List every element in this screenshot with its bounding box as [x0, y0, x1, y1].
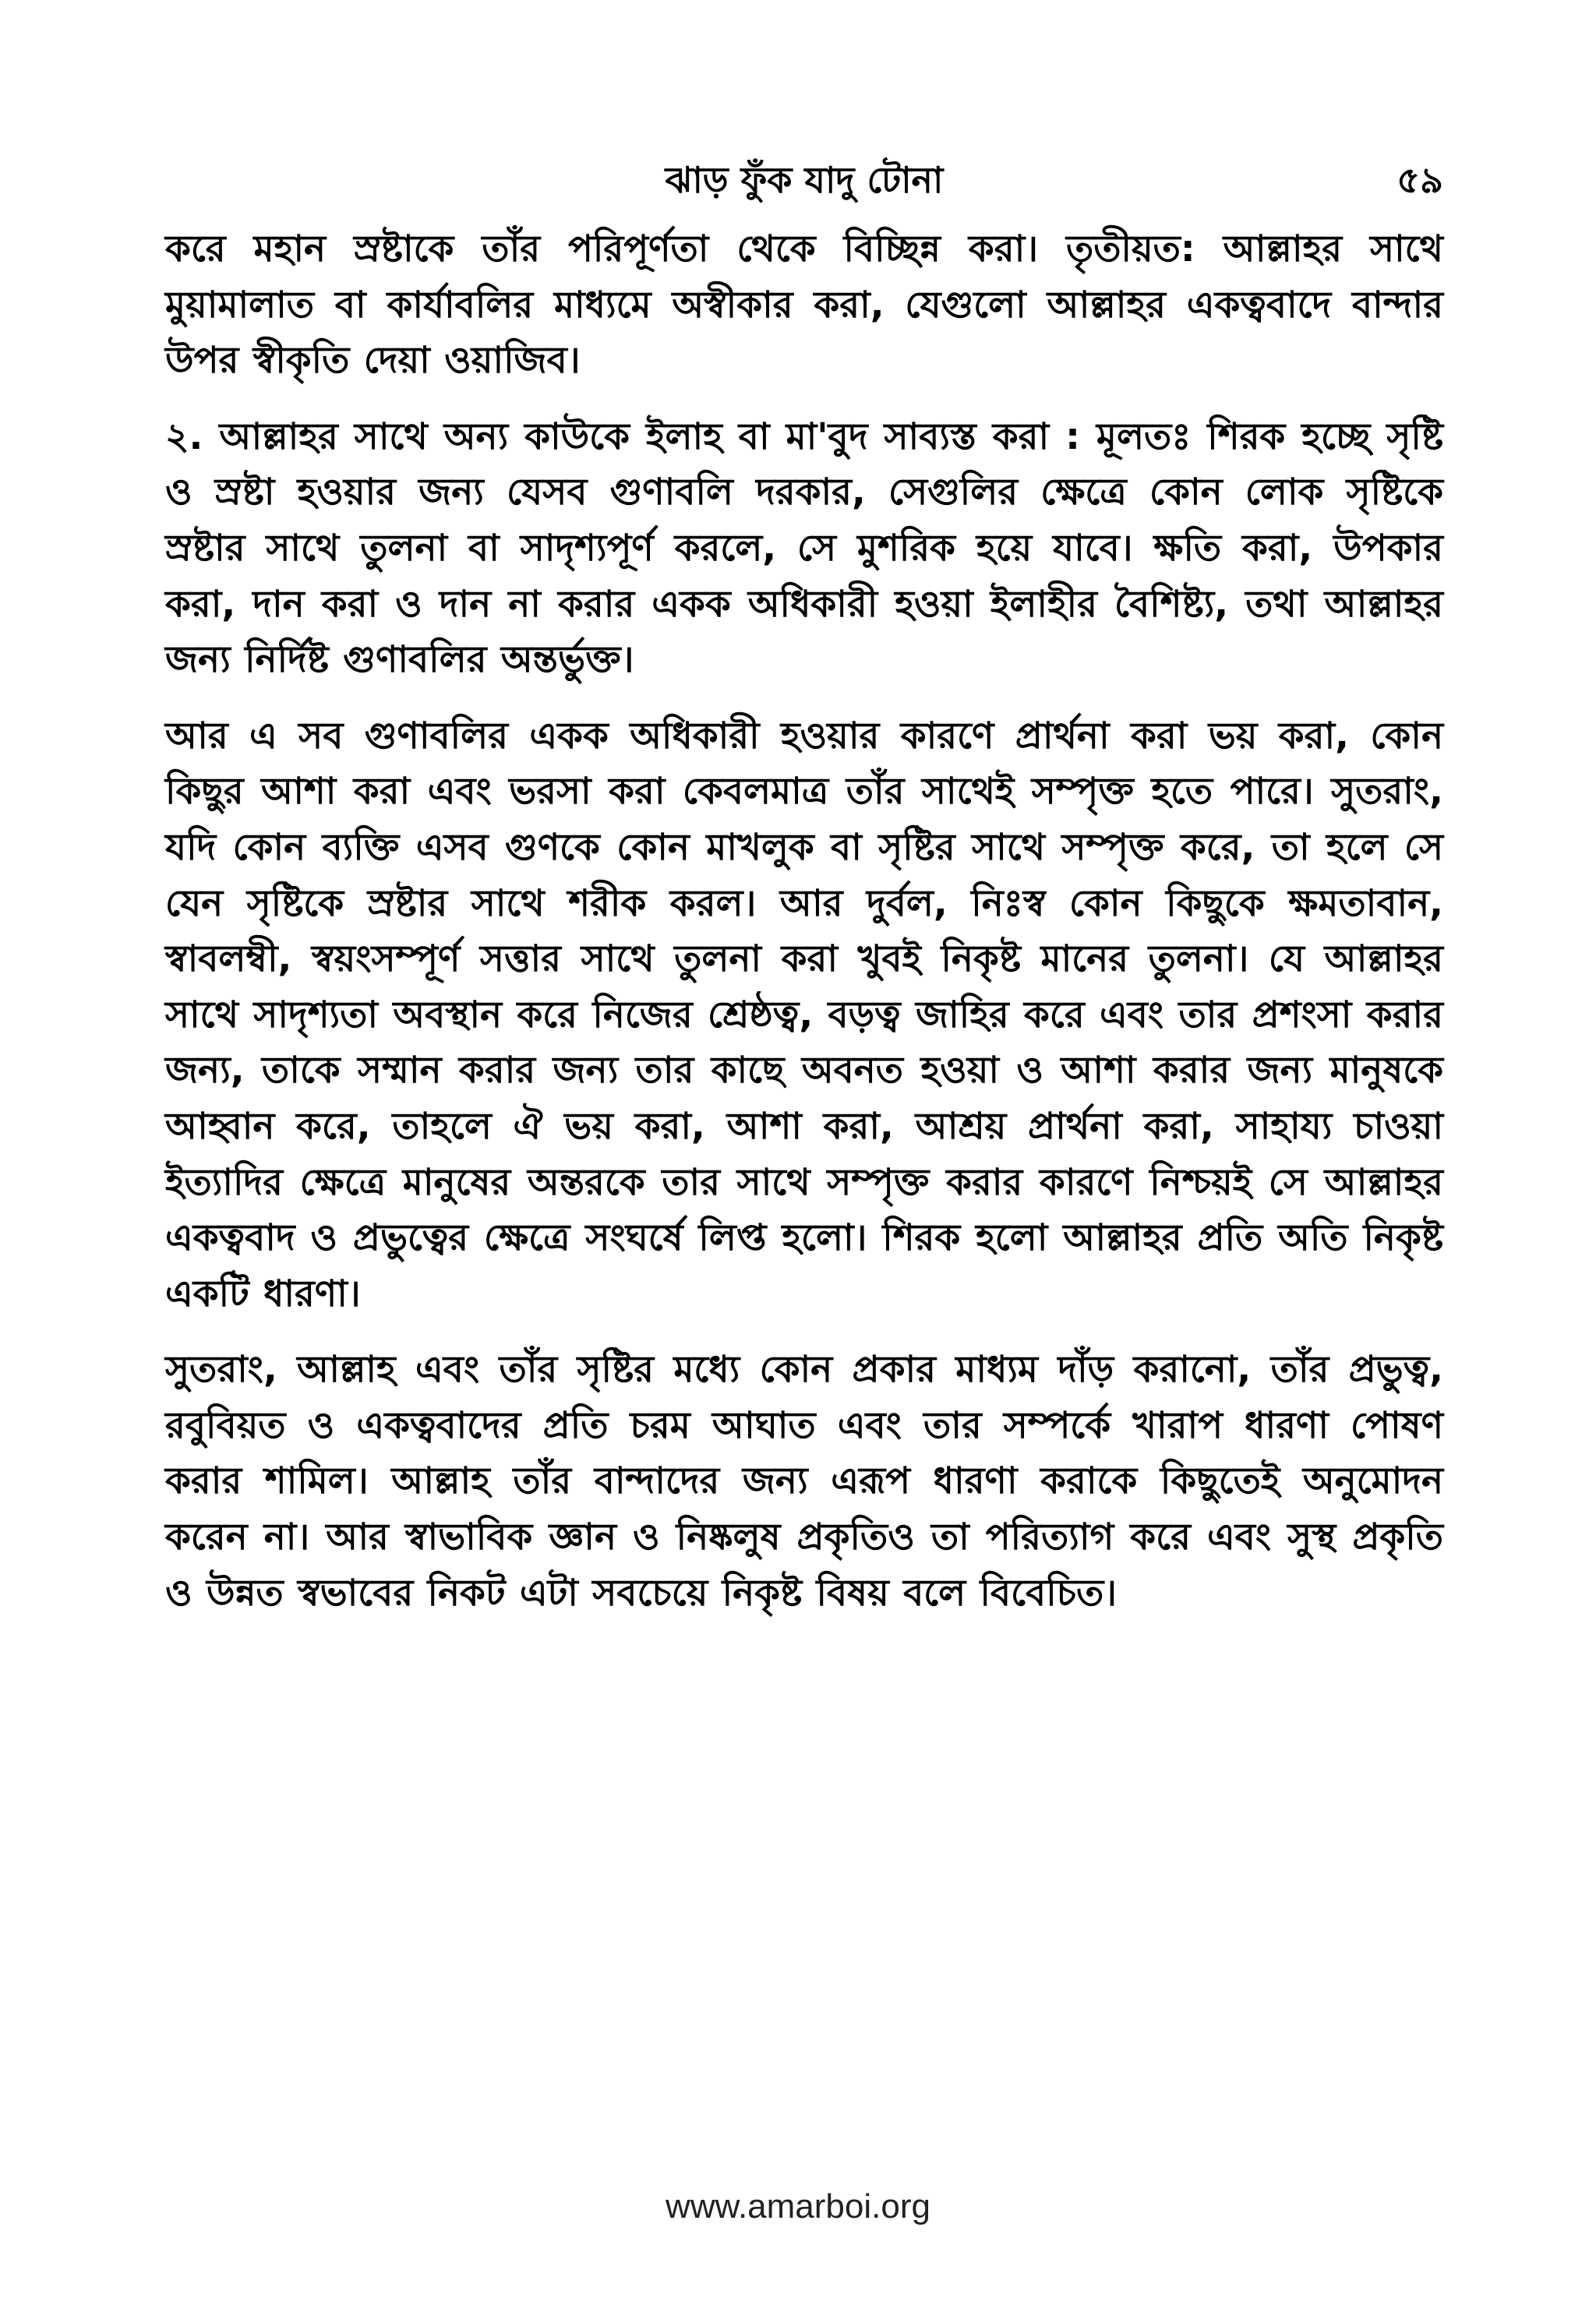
running-title: ঝাড় ফুঁক যাদু টোনা [665, 159, 944, 201]
paragraph-4-text: সুতরাং, আল্লাহ এবং তাঁর সৃষ্টির মধ্যে কোন প্রকার মাধ্যম দাঁড় করানো, তাঁর প্রভুত্ব, রবুবিয়ত ও একত্ববাদের প্রতি চরম আঘাত এবং তার সম্পর্কে খারাপ ধারণা পোষণ করার শামিল। আল্লাহ তাঁর বান্দাদের জন্য এরূপ ধারণা করাকে কিছুতেই অনুমোদন করেন না। আর স্বাভাবিক জ্ঞান ও নিষ্কলুষ প্রকৃতিও তা পরিত্যাগ করে এবং সুস্থ প্রকৃতি ও উন্নত স্বভাবের নিকট এটা সবচেয়ে নিকৃষ্ট বিষয় বলে বিবেচিত। [165, 1348, 1443, 1615]
paragraph-1-text: করে মহান স্রষ্টাকে তাঁর পরিপূর্ণতা থেকে বিচ্ছিন্ন করা। তৃতীয়ত: আল্লাহর সাথে মুয়ামালাত বা কার্যাবলির মাধ্যমে অস্বীকার করা, যেগুলো আল্লাহর একত্ববাদে বান্দার উপর স্বীকৃতি দেয়া ওয়াজিব। [165, 228, 1443, 383]
paragraph-2 [165, 409, 1443, 688]
page-body [165, 221, 1443, 1641]
footer-watermark: www.amarboi.org [666, 2187, 930, 2226]
paragraph-3 [165, 708, 1443, 1322]
paragraph-1 [165, 221, 1443, 389]
running-header [165, 153, 1443, 207]
page-number: ৫৯ [1396, 159, 1443, 201]
paragraph-2-text: মূলতঃ শিরক হচ্ছে সৃষ্টি ও স্রষ্টা হওয়ার জন্য যেসব গুণাবলি দরকার, সেগুলির ক্ষেত্রে কোন লোক সৃষ্টিকে স্রষ্টার সাথে তুলনা বা সাদৃশ্যপূর্ণ করলে, সে মুশরিক হয়ে যাবে। ক্ষতি করা, উপকার করা, দান করা ও দান না করার একক অধিকারী হওয়া ইলাহীর বৈশিষ্ট্য, তথা আল্লাহর জন্য নির্দিষ্ট গুণাবলির অন্তর্ভুক্ত। [165, 415, 1444, 682]
paragraph-3-text: আর এ সব গুণাবলির একক অধিকারী হওয়ার কারণে প্রার্থনা করা ভয় করা, কোন কিছুর আশা করা এবং ভরসা করা কেবলমাত্র তাঁর সাথেই সম্পৃক্ত হতে পারে। সুতরাং, যদি কোন ব্যক্তি এসব গুণকে কোন মাখলুক বা সৃষ্টির সাথে সম্পৃক্ত করে, তা হলে সে যেন সৃষ্টিকে স্রষ্টার সাথে শরীক করল। আর দুর্বল, নিঃস্ব কোন কিছুকে ক্ষমতাবান, স্বাবলম্বী, স্বয়ংসম্পূর্ণ সত্তার সাথে তুলনা করা খুবই নিকৃষ্ট মানের তুলনা। যে আল্লাহর সাথে সাদৃশ্যতা অবস্থান করে নিজের শ্রেষ্ঠত্ব, বড়ত্ব জাহির করে এবং তার প্রশংসা করার জন্য, তাকে সম্মান করার জন্য তার কাছে অবনত হওয়া ও আশা করার জন্য মানুষকে আহ্বান করে, তাহলে ঐ ভয় করা, আশা করা, আশ্রয় প্রার্থনা করা, সাহায্য চাওয়া ইত্যাদির ক্ষেত্রে মানুষের অন্তরকে তার সাথে সম্পৃক্ত করার কারণে নিশ্চয়ই সে আল্লাহর একত্ববাদ ও প্রভুত্বের ক্ষেত্রে সংঘর্ষে লিপ্ত হলো। শিরক হলো আল্লাহর প্রতি অতি নিকৃষ্ট একটি ধারণা। [165, 714, 1443, 1315]
paragraph-2-heading: ২. আল্লাহর সাথে অন্য কাউকে ইলাহ বা মা'বুদ সাব্যস্ত করা : [165, 415, 1080, 458]
paragraph-4 [165, 1342, 1443, 1621]
